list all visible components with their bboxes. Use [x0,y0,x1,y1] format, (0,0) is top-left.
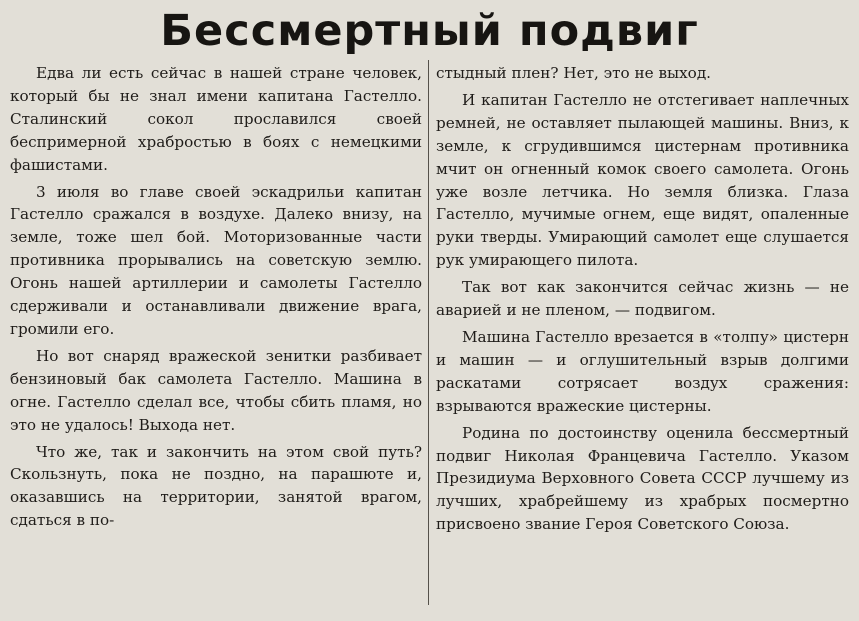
paragraph: Родина по достоинству оценила бессмертный подвиг Николая Францевича Гастелло. Указом Президиума Верховного Совета СССР лучшему из лучших, храбрейшему из храбрых посмертно присвоено звание Героя Советского Союза. [436,423,849,534]
paragraph: Машина Гастелло врезается в «толпу» цистерн и машин — и оглушительный взрыв долгими раскатами сотрясает воздух сражения: взрываются вражеские цистерны. [436,327,849,415]
left-column [10,62,422,536]
paragraph: Едва ли есть сейчас в нашей стране человек, который бы не знал имени капитана Гастелло. Сталинский сокол прославился своей беспримерной храбростью в боях с немецкими фашистами. [10,64,422,174]
article-title: Бессмертный подвиг [160,6,699,56]
paragraph: Так вот как закончится сейчас жизнь — не аварией и не пленом, — подвигом. [436,278,849,320]
paragraph-continuation: стыдный плен? Нет, это не выход. [436,64,711,82]
right-column [436,62,849,540]
column-divider [428,60,429,605]
paragraph: Что же, так и закончить на этом свой путь? Скользнуть, пока не поздно, на парашюте и, оказавшись на территории, занятой врагом, сдаться в по- [10,442,422,530]
paragraph: И капитан Гастелло не отстегивает наплечных ремней, не оставляет пылающей машины. Вниз, к земле, к сгрудившимся цистернам противника мчит он огненный комок своего самолета. Огонь уже возле летчика. Но земля близка. Глаза Гастелло, мучимые огнем, еще видят, опаленные руки тверды. Умирающий самолет еще слушается рук умирающего пилота. [436,90,849,270]
paragraph: Но вот снаряд вражеской зенитки разбивает бензиновый бак самолета Гастелло. Машина в огне. Гастелло сделал все, чтобы сбить пламя, но это не удалось! Выхода нет. [10,346,422,434]
paragraph: 3 июля во главе своей эскадрильи капитан Гастелло сражался в воздухе. Далеко внизу, на земле, тоже шел бой. Моторизованные части противника прорывались на советскую землю. Огонь нашей артиллерии и самолеты Гастелло сдерживали и останавливали движение врага, громили его. [10,182,422,338]
